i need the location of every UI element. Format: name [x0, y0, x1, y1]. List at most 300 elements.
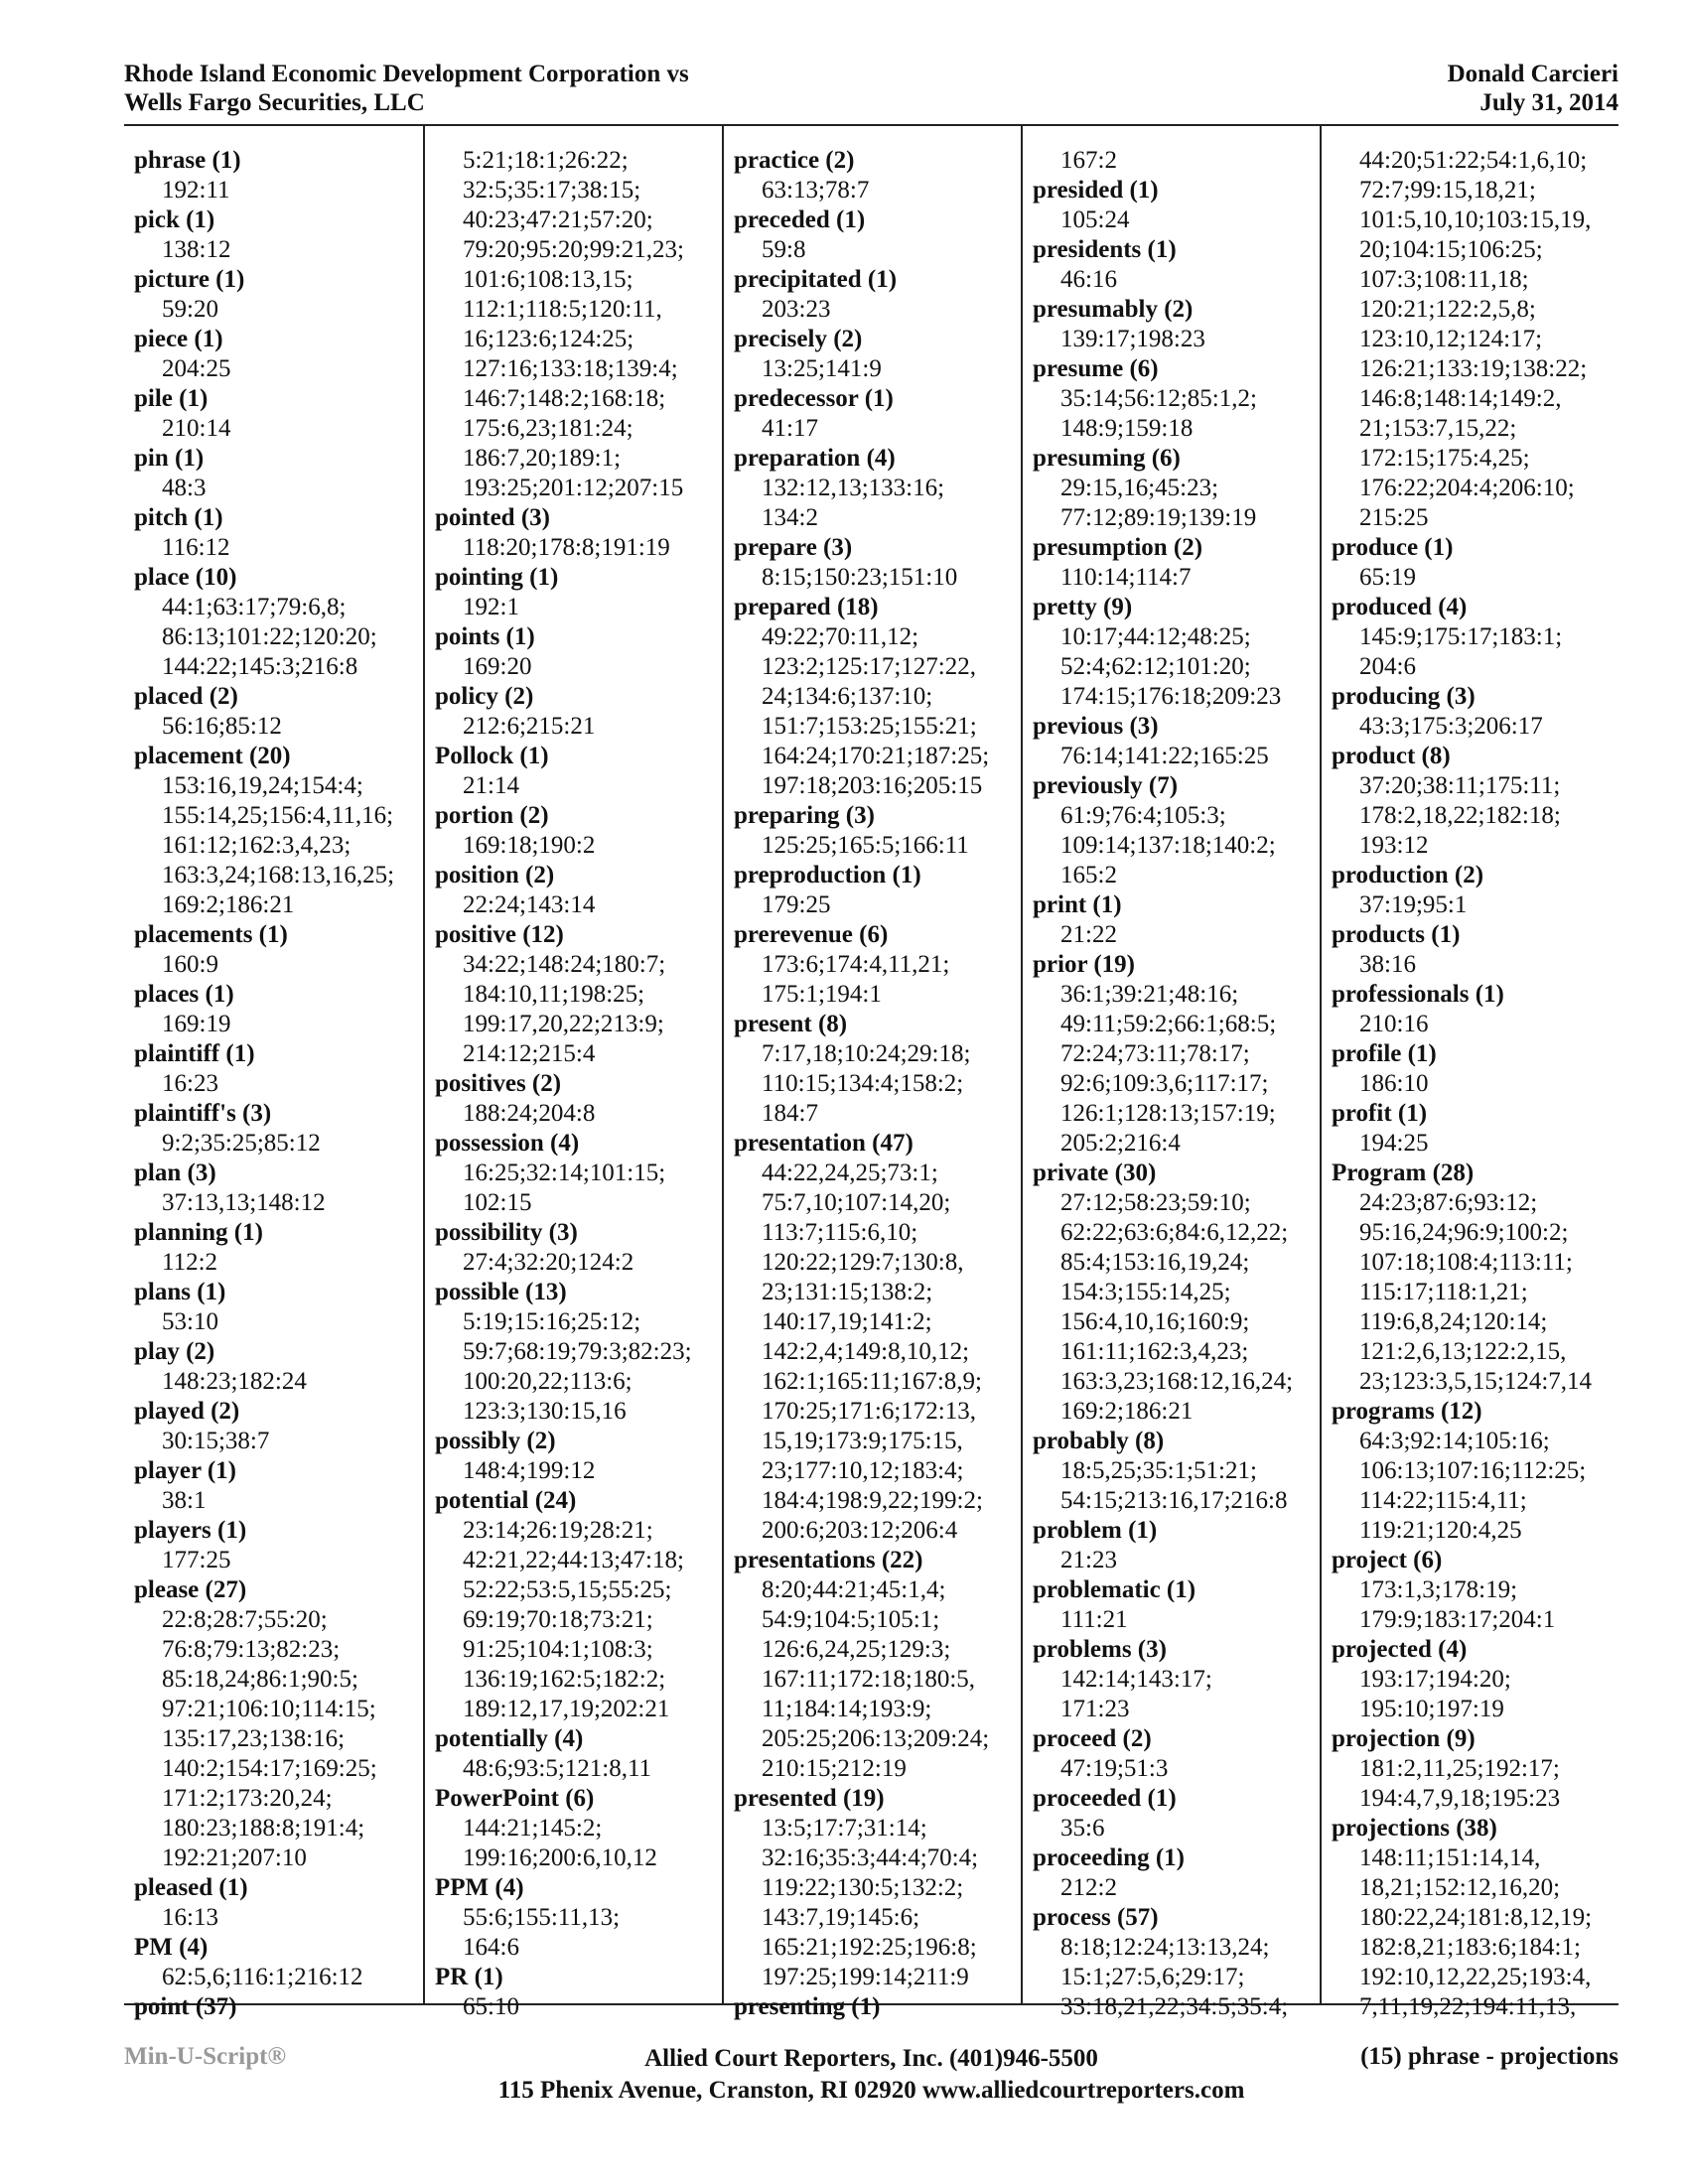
index-entry [734, 444, 1021, 533]
index-page-refs: 16;123:6;124:25; [463, 326, 634, 352]
index-page-refs: 126:6,24,25;129:3; [762, 1636, 951, 1663]
index-page-refs: 164:6 [463, 1934, 519, 1961]
index-page-refs: 13:25;141:9 [762, 355, 882, 382]
index-page-refs: 92:6;109:3,6;117:17; [1060, 1070, 1269, 1097]
index-entry [1033, 146, 1320, 176]
index-page-refs: 212:6;215:21 [463, 713, 596, 740]
index-term: Pollock (1) [435, 743, 549, 769]
index-page-refs: 127:16;133:18;139:4; [463, 355, 678, 382]
index-entry [435, 801, 722, 861]
index-page-refs: 110:14;114:7 [1060, 564, 1192, 591]
index-page-refs: 144:21;145:2; [463, 1815, 603, 1842]
index-page-refs: 64:3;92:14;105:16; [1359, 1428, 1550, 1454]
index-entry [1332, 146, 1618, 533]
index-page-refs: 110:15;134:4;158:2; [762, 1070, 964, 1097]
index-entry [435, 861, 722, 920]
index-entry [134, 1575, 423, 1873]
index-page-refs: 189:12,17,19;202:21 [463, 1696, 670, 1722]
index-entry [1033, 176, 1320, 235]
index-page-refs: 100:20,22;113:6; [463, 1368, 633, 1395]
index-entry [1332, 980, 1618, 1039]
index-term: possession (4) [435, 1130, 580, 1157]
index-entry [1033, 1575, 1320, 1635]
index-page-refs: 40:23;47:21;57:20; [463, 206, 653, 233]
index-entry [134, 1992, 423, 2022]
index-page-refs: 44:22,24,25;73:1; [762, 1160, 938, 1186]
index-page-refs: 8:20;44:21;45:1,4; [762, 1576, 946, 1603]
index-term: private (30) [1033, 1160, 1157, 1186]
index-entry [134, 920, 423, 980]
index-term: prepared (18) [734, 594, 879, 620]
index-term: present (8) [734, 1011, 848, 1037]
index-entry [134, 1337, 423, 1397]
index-page-refs: 188:24;204:8 [463, 1100, 596, 1127]
index-term: phrase (1) [134, 147, 241, 174]
index-term: placements (1) [134, 921, 288, 948]
index-page-refs: 10:17;44:12;48:25; [1060, 623, 1251, 650]
index-entry [435, 563, 722, 622]
index-page-refs: 210:14 [162, 415, 231, 442]
index-term: products (1) [1332, 921, 1461, 948]
index-term: pin (1) [134, 445, 205, 472]
index-term: preceded (1) [734, 206, 866, 233]
index-term: presenting (1) [734, 1993, 881, 2020]
index-entry [734, 1010, 1021, 1129]
index-term: projected (4) [1332, 1636, 1468, 1663]
index-term: presided (1) [1033, 177, 1159, 204]
index-entry [1033, 1516, 1320, 1575]
index-page-refs: 20;104:15;106:25; [1359, 236, 1543, 263]
index-entry [435, 503, 722, 563]
index-term: picture (1) [134, 266, 245, 293]
index-term: pitch (1) [134, 504, 223, 531]
index-page-refs: 62:22;63:6;84:6,12,22; [1060, 1219, 1289, 1246]
page-footer [124, 2035, 1618, 2105]
index-entry [435, 1427, 722, 1486]
index-entry [1332, 861, 1618, 920]
index-term: prepare (3) [734, 534, 853, 561]
index-page-refs: 173:6;174:4,11,21; [762, 951, 950, 978]
index-entry [734, 1546, 1021, 1784]
index-term: practice (2) [734, 147, 855, 174]
index-page-refs: 123:3;130:15,16 [463, 1398, 627, 1425]
index-term: projection (9) [1332, 1725, 1476, 1752]
index-page-refs: 48:3 [162, 475, 207, 501]
index-page-refs: 23;131:15;138:2; [762, 1279, 933, 1305]
index-page-refs: 210:16 [1359, 1011, 1429, 1037]
index-term: presumption (2) [1033, 534, 1203, 561]
index-term: placed (2) [134, 683, 238, 710]
index-page-refs: 114:22;115:4,11; [1359, 1487, 1527, 1514]
index-entry [734, 265, 1021, 325]
index-page-refs: 107:18;108:4;113:11; [1359, 1249, 1573, 1276]
index-page-refs: 79:20;95:20;99:21,23; [463, 236, 684, 263]
index-page-refs: 169:2;186:21 [1060, 1398, 1194, 1425]
index-term: portion (2) [435, 802, 549, 829]
index-term: proceed (2) [1033, 1725, 1152, 1752]
index-page-refs: 126:1;128:13;157:19; [1060, 1100, 1276, 1127]
index-page-refs: 180:22,24;181:8,12,19; [1359, 1904, 1593, 1931]
index-term: positives (2) [435, 1070, 562, 1097]
index-page-refs: 24;134:6;137:10; [762, 683, 933, 710]
index-term: PPM (4) [435, 1874, 524, 1901]
index-page-refs: 204:25 [162, 355, 231, 382]
index-entry [734, 801, 1021, 861]
index-page-refs: 212:2 [1060, 1874, 1117, 1901]
case-caption-line2: Wells Fargo Securities, LLC [124, 89, 425, 116]
index-entry [134, 1278, 423, 1337]
index-page-refs: 144:22;145:3;216:8 [162, 653, 358, 680]
index-term: presentation (47) [734, 1130, 914, 1157]
index-page-refs: 48:6;93:5;121:8,11 [463, 1755, 652, 1782]
index-page-refs: 192:21;207:10 [162, 1844, 307, 1871]
index-entry [134, 1397, 423, 1456]
index-page-refs: 195:10;197:19 [1359, 1696, 1504, 1722]
index-page-refs: 160:9 [162, 951, 218, 978]
index-term: professionals (1) [1332, 981, 1504, 1008]
index-term: predecessor (1) [734, 385, 894, 412]
index-term: positive (12) [435, 921, 564, 948]
index-page-refs: 135:17,23;138:16; [162, 1725, 346, 1752]
index-entry [134, 563, 423, 682]
index-page-refs: 35:14;56:12;85:1,2; [1060, 385, 1257, 412]
index-term: plan (3) [134, 1160, 216, 1186]
index-page-refs: 8:18;12:24;13:13,24; [1060, 1934, 1270, 1961]
index-page-refs: 197:25;199:14;211:9 [762, 1964, 969, 1990]
index-page-refs: 43:3;175:3;206:17 [1359, 713, 1543, 740]
index-page-refs: 193:17;194:20; [1359, 1666, 1511, 1693]
index-term: process (57) [1033, 1904, 1159, 1931]
index-page-refs: 164:24;170:21;187:25; [762, 743, 990, 769]
index-page-refs: 37:13,13;148:12 [162, 1189, 326, 1216]
index-term: player (1) [134, 1457, 236, 1484]
index-term: preparation (4) [734, 445, 896, 472]
index-page-refs: 138:12 [162, 236, 231, 263]
index-entry [134, 444, 423, 503]
index-entry [1332, 1724, 1618, 1814]
index-entry [435, 622, 722, 682]
index-page-refs: 121:2,6,13;122:2,15, [1359, 1338, 1567, 1365]
index-entry [435, 1724, 722, 1784]
index-page-refs: 109:14;137:18;140:2; [1060, 832, 1276, 859]
index-page-refs: 111:21 [1060, 1606, 1128, 1633]
index-page-refs: 56:16;85:12 [162, 713, 282, 740]
index-page-refs: 139:17;198:23 [1060, 326, 1205, 352]
index-entry [134, 682, 423, 742]
index-entry [1332, 742, 1618, 861]
index-entry [1033, 533, 1320, 593]
index-term: possible (13) [435, 1279, 567, 1305]
index-page-refs: 15,19;173:9;175:15, [762, 1428, 963, 1454]
index-term: position (2) [435, 862, 555, 888]
index-page-refs: 204:6 [1359, 653, 1416, 680]
index-term: presentations (22) [734, 1547, 923, 1573]
index-page-refs: 42:21,22;44:13;47:18; [463, 1547, 684, 1573]
index-term: place (10) [134, 564, 237, 591]
index-term: presumably (2) [1033, 296, 1194, 323]
index-term: pile (1) [134, 385, 209, 412]
index-page-refs: 203:23 [762, 296, 831, 323]
index-page-refs: 126:21;133:19;138:22; [1359, 355, 1588, 382]
index-page-refs: 54:15;213:16,17;216:8 [1060, 1487, 1288, 1514]
index-page-refs: 118:20;178:8;191:19 [463, 534, 670, 561]
index-entry [435, 1278, 722, 1427]
index-term: possibility (3) [435, 1219, 578, 1246]
index-page-refs: 21;153:7,15,22; [1359, 415, 1517, 442]
index-page-refs: 192:11 [162, 177, 230, 204]
index-page-refs: 180:23;188:8;191:4; [162, 1815, 365, 1842]
index-entry [435, 1218, 722, 1278]
index-page-refs: 101:5,10,10;103:15,19, [1359, 206, 1592, 233]
index-entry [134, 980, 423, 1039]
index-term: pointing (1) [435, 564, 559, 591]
index-page-refs: 33:18,21,22;34:5;35:4; [1060, 1993, 1289, 2020]
index-page-refs: 153:16,19,24;154:4; [162, 772, 363, 799]
index-page-refs: 49:11;59:2;66:1;68:5; [1060, 1011, 1277, 1037]
index-entry [734, 325, 1021, 384]
index-page-refs: 21:23 [1060, 1547, 1117, 1573]
index-entry [1332, 1814, 1618, 2022]
index-page-refs: 113:7;115:6,10; [762, 1219, 918, 1246]
index-entry [1033, 771, 1320, 890]
index-page-refs: 143:7,19;145:6; [762, 1904, 920, 1931]
index-page-refs: 18,21;152:12,16,20; [1359, 1874, 1561, 1901]
index-column-3 [722, 126, 1021, 2020]
index-term: profile (1) [1332, 1040, 1437, 1067]
index-entry [1033, 593, 1320, 712]
index-page-refs: 55:6;155:11,13; [463, 1904, 621, 1931]
index-term: problems (3) [1033, 1636, 1167, 1663]
index-page-refs: 32:5;35:17;38:15; [463, 177, 641, 204]
index-page-refs: 5:21;18:1;26:22; [463, 147, 629, 174]
index-page-refs: 30:15;38:7 [162, 1428, 270, 1454]
index-page-refs: 21:14 [463, 772, 519, 799]
index-entry [435, 1129, 722, 1218]
index-page-refs: 23:14;26:19;28:21; [463, 1517, 653, 1544]
index-page-refs: 165:2 [1060, 862, 1117, 888]
index-page-refs: 132:12,13;133:16; [762, 475, 945, 501]
index-column-2 [423, 126, 722, 2020]
index-page-refs: 24:23;87:6;93:12; [1359, 1189, 1538, 1216]
index-entry [435, 920, 722, 1069]
index-entry [1332, 1099, 1618, 1159]
index-term: places (1) [134, 981, 234, 1008]
index-page-refs: 105:24 [1060, 206, 1130, 233]
deponent-name: Donald Carcieri [1447, 61, 1618, 87]
index-page-refs: 11;184:14;193:9; [762, 1696, 932, 1722]
index-entry [1332, 1397, 1618, 1546]
index-page-refs: 154:3;155:14,25; [1060, 1279, 1231, 1305]
index-page-refs: 59:7;68:19;79:3;82:23; [463, 1338, 692, 1365]
index-term: players (1) [134, 1517, 247, 1544]
index-entry [1332, 1159, 1618, 1397]
index-entry [134, 325, 423, 384]
index-term: planning (1) [134, 1219, 263, 1246]
index-page-refs: 112:1;118:5;120:11, [463, 296, 662, 323]
index-page-refs: 176:22;204:4;206:10; [1359, 475, 1575, 501]
index-page-refs: 167:11;172:18;180:5, [762, 1666, 976, 1693]
index-entry [1332, 682, 1618, 742]
index-page-refs: 97:21;106:10;114:15; [162, 1696, 376, 1722]
page-header [124, 60, 1618, 123]
index-entry [435, 1873, 722, 1963]
index-term: probably (8) [1033, 1428, 1165, 1454]
index-page-refs: 169:2;186:21 [162, 891, 295, 918]
index-page-refs: 178:2,18,22;182:18; [1359, 802, 1561, 829]
index-term: piece (1) [134, 326, 223, 352]
index-page-refs: 72:24;73:11;78:17; [1060, 1040, 1250, 1067]
index-page-refs: 61:9;76:4;105:3; [1060, 802, 1226, 829]
index-term: problematic (1) [1033, 1576, 1196, 1603]
index-column-4 [1021, 126, 1320, 2020]
index-page-refs: 112:2 [162, 1249, 218, 1276]
index-entry [435, 1784, 722, 1873]
index-page-refs: 52:22;53:5,15;55:25; [463, 1576, 672, 1603]
index-page-refs: 170:25;171:6;172:13, [762, 1398, 976, 1425]
index-term: problem (1) [1033, 1517, 1158, 1544]
index-entry [134, 1873, 423, 1933]
index-page-refs: 146:8;148:14;149:2, [1359, 385, 1562, 412]
index-entry [734, 384, 1021, 444]
index-entry [1033, 950, 1320, 1159]
index-entry [435, 1486, 722, 1724]
index-term: potentially (4) [435, 1725, 584, 1752]
index-term: please (27) [134, 1576, 247, 1603]
index-page-refs: 192:1 [463, 594, 519, 620]
index-page-refs: 145:9;175:17;183:1; [1359, 623, 1563, 650]
index-term: point (37) [134, 1993, 237, 2020]
index-term: presidents (1) [1033, 236, 1177, 263]
index-page-refs: 156:4,10,16;160:9; [1060, 1308, 1250, 1335]
index-page-refs: 179:25 [762, 891, 831, 918]
index-page-refs: 115:17;118:1,21; [1359, 1279, 1528, 1305]
index-term: pointed (3) [435, 504, 550, 531]
index-page-refs: 15:1;27:5,6;29:17; [1060, 1964, 1245, 1990]
index-page-refs: 75:7,10;107:14,20; [762, 1189, 951, 1216]
index-page-refs: 167:2 [1060, 147, 1117, 174]
index-page-refs: 77:12;89:19;139:19 [1060, 504, 1257, 531]
index-term: plaintiff (1) [134, 1040, 255, 1067]
index-page-refs: 123:2;125:17;127:22, [762, 653, 976, 680]
index-term: preproduction (1) [734, 862, 921, 888]
index-page-refs: 29:15,16;45:23; [1060, 475, 1219, 501]
index-term: preparing (3) [734, 802, 875, 829]
index-term: profit (1) [1332, 1100, 1428, 1127]
index-page-refs: 172:15;175:4,25; [1359, 445, 1530, 472]
index-page-refs: 35:6 [1060, 1815, 1105, 1842]
index-page-refs: 41:17 [762, 415, 818, 442]
index-entry [1033, 1427, 1320, 1516]
index-entry [134, 1516, 423, 1575]
index-entry [1332, 1635, 1618, 1724]
index-page-refs: 155:14,25;156:4,11,16; [162, 802, 394, 829]
index-page-refs: 102:15 [463, 1189, 532, 1216]
index-term: projections (38) [1332, 1815, 1497, 1842]
index-page-refs: 171:2;173:20,24; [162, 1785, 333, 1812]
index-entry [134, 1039, 423, 1099]
index-page-refs: 65:19 [1359, 564, 1416, 591]
index-page-refs: 148:11;151:14,14, [1359, 1844, 1541, 1871]
index-term: placement (20) [134, 743, 291, 769]
index-entry [1033, 295, 1320, 354]
index-page-refs: 169:19 [162, 1011, 231, 1037]
index-page-refs: 214:12;215:4 [463, 1040, 596, 1067]
index-page-refs: 44:20;51:22;54:1,6,10; [1359, 147, 1588, 174]
deposition-date: July 31, 2014 [1479, 89, 1618, 116]
index-page-refs: 106:13;107:16;112:25; [1359, 1457, 1587, 1484]
index-term: prior (19) [1033, 951, 1135, 978]
index-page-refs: 22:8;28:7;55:20; [162, 1606, 328, 1633]
index-page-refs: 85:4;153:16,19,24; [1060, 1249, 1250, 1276]
index-page-refs: 38:1 [162, 1487, 207, 1514]
index-entry [734, 1129, 1021, 1546]
index-entry [134, 146, 423, 205]
index-page-refs: 205:2;216:4 [1060, 1130, 1181, 1157]
index-term: presented (19) [734, 1785, 885, 1812]
index-page-refs: 107:3;108:11,18; [1359, 266, 1529, 293]
footer-company-line: Allied Court Reporters, Inc. (401)946-5500 [644, 2045, 1098, 2072]
index-entry [734, 533, 1021, 593]
index-page-refs: 37:19;95:1 [1359, 891, 1468, 918]
index-page-refs: 7,11,19,22;194:11,13, [1359, 1993, 1577, 2020]
index-entry [1033, 1159, 1320, 1427]
index-page-refs: 46:16 [1060, 266, 1117, 293]
index-page-refs: 65:10 [463, 1993, 519, 2020]
index-entry [734, 205, 1021, 265]
case-caption [124, 60, 689, 117]
index-page-refs: 9:2;35:25;85:12 [162, 1130, 321, 1157]
index-term: precipitated (1) [734, 266, 898, 293]
index-term: previously (7) [1033, 772, 1179, 799]
index-entry [435, 146, 722, 503]
index-page-refs: 140:2;154:17;169:25; [162, 1755, 377, 1782]
index-page-refs: 18:5,25;35:1;51:21; [1060, 1457, 1257, 1484]
index-term: previous (3) [1033, 713, 1159, 740]
index-page-refs: 72:7;99:15,18,21; [1359, 177, 1536, 204]
index-entry [435, 1069, 722, 1129]
index-entry [435, 1963, 722, 2022]
index-page-refs: 205:25;206:13;209:24; [762, 1725, 990, 1752]
index-page-refs: 116:12 [162, 534, 230, 561]
index-entry [1033, 354, 1320, 444]
index-page-refs: 136:19;162:5;182:2; [463, 1666, 666, 1693]
index-term: precisely (2) [734, 326, 863, 352]
index-page-refs: 134:2 [762, 504, 818, 531]
index-page-refs: 36:1;39:21;48:16; [1060, 981, 1239, 1008]
index-entry [1033, 1784, 1320, 1843]
index-page-refs: 197:18;203:16;205:15 [762, 772, 983, 799]
index-page-refs: 184:4;198:9,22;199:2; [762, 1487, 983, 1514]
index-term: project (6) [1332, 1547, 1443, 1573]
index-entry [1033, 235, 1320, 295]
index-entry [134, 1159, 423, 1218]
index-page-refs: 47:19;51:3 [1060, 1755, 1169, 1782]
index-page-refs: 86:13;101:22;120:20; [162, 623, 377, 650]
index-term: PM (4) [134, 1934, 209, 1961]
footer-address-line: 115 Phenix Avenue, Cranston, RI 02920 www.alliedcourtreporters.com [497, 2077, 1245, 2104]
index-page-refs: 162:1;165:11;167:8,9; [762, 1368, 982, 1395]
index-term: play (2) [134, 1338, 215, 1365]
index-page-refs: 85:18,24;86:1;90:5; [162, 1666, 358, 1693]
index-page-refs: 119:22;130:5;132:2; [762, 1874, 964, 1901]
index-entry [134, 384, 423, 444]
index-page-refs: 119:21;120:4,25 [1359, 1517, 1522, 1544]
index-page-refs: 192:10,12,22,25;193:4, [1359, 1964, 1592, 1990]
index-page-refs: 169:20 [463, 653, 532, 680]
index-term: potential (24) [435, 1487, 577, 1514]
index-page-refs: 199:17,20,22;213:9; [463, 1011, 664, 1037]
index-term: programs (12) [1332, 1398, 1482, 1425]
